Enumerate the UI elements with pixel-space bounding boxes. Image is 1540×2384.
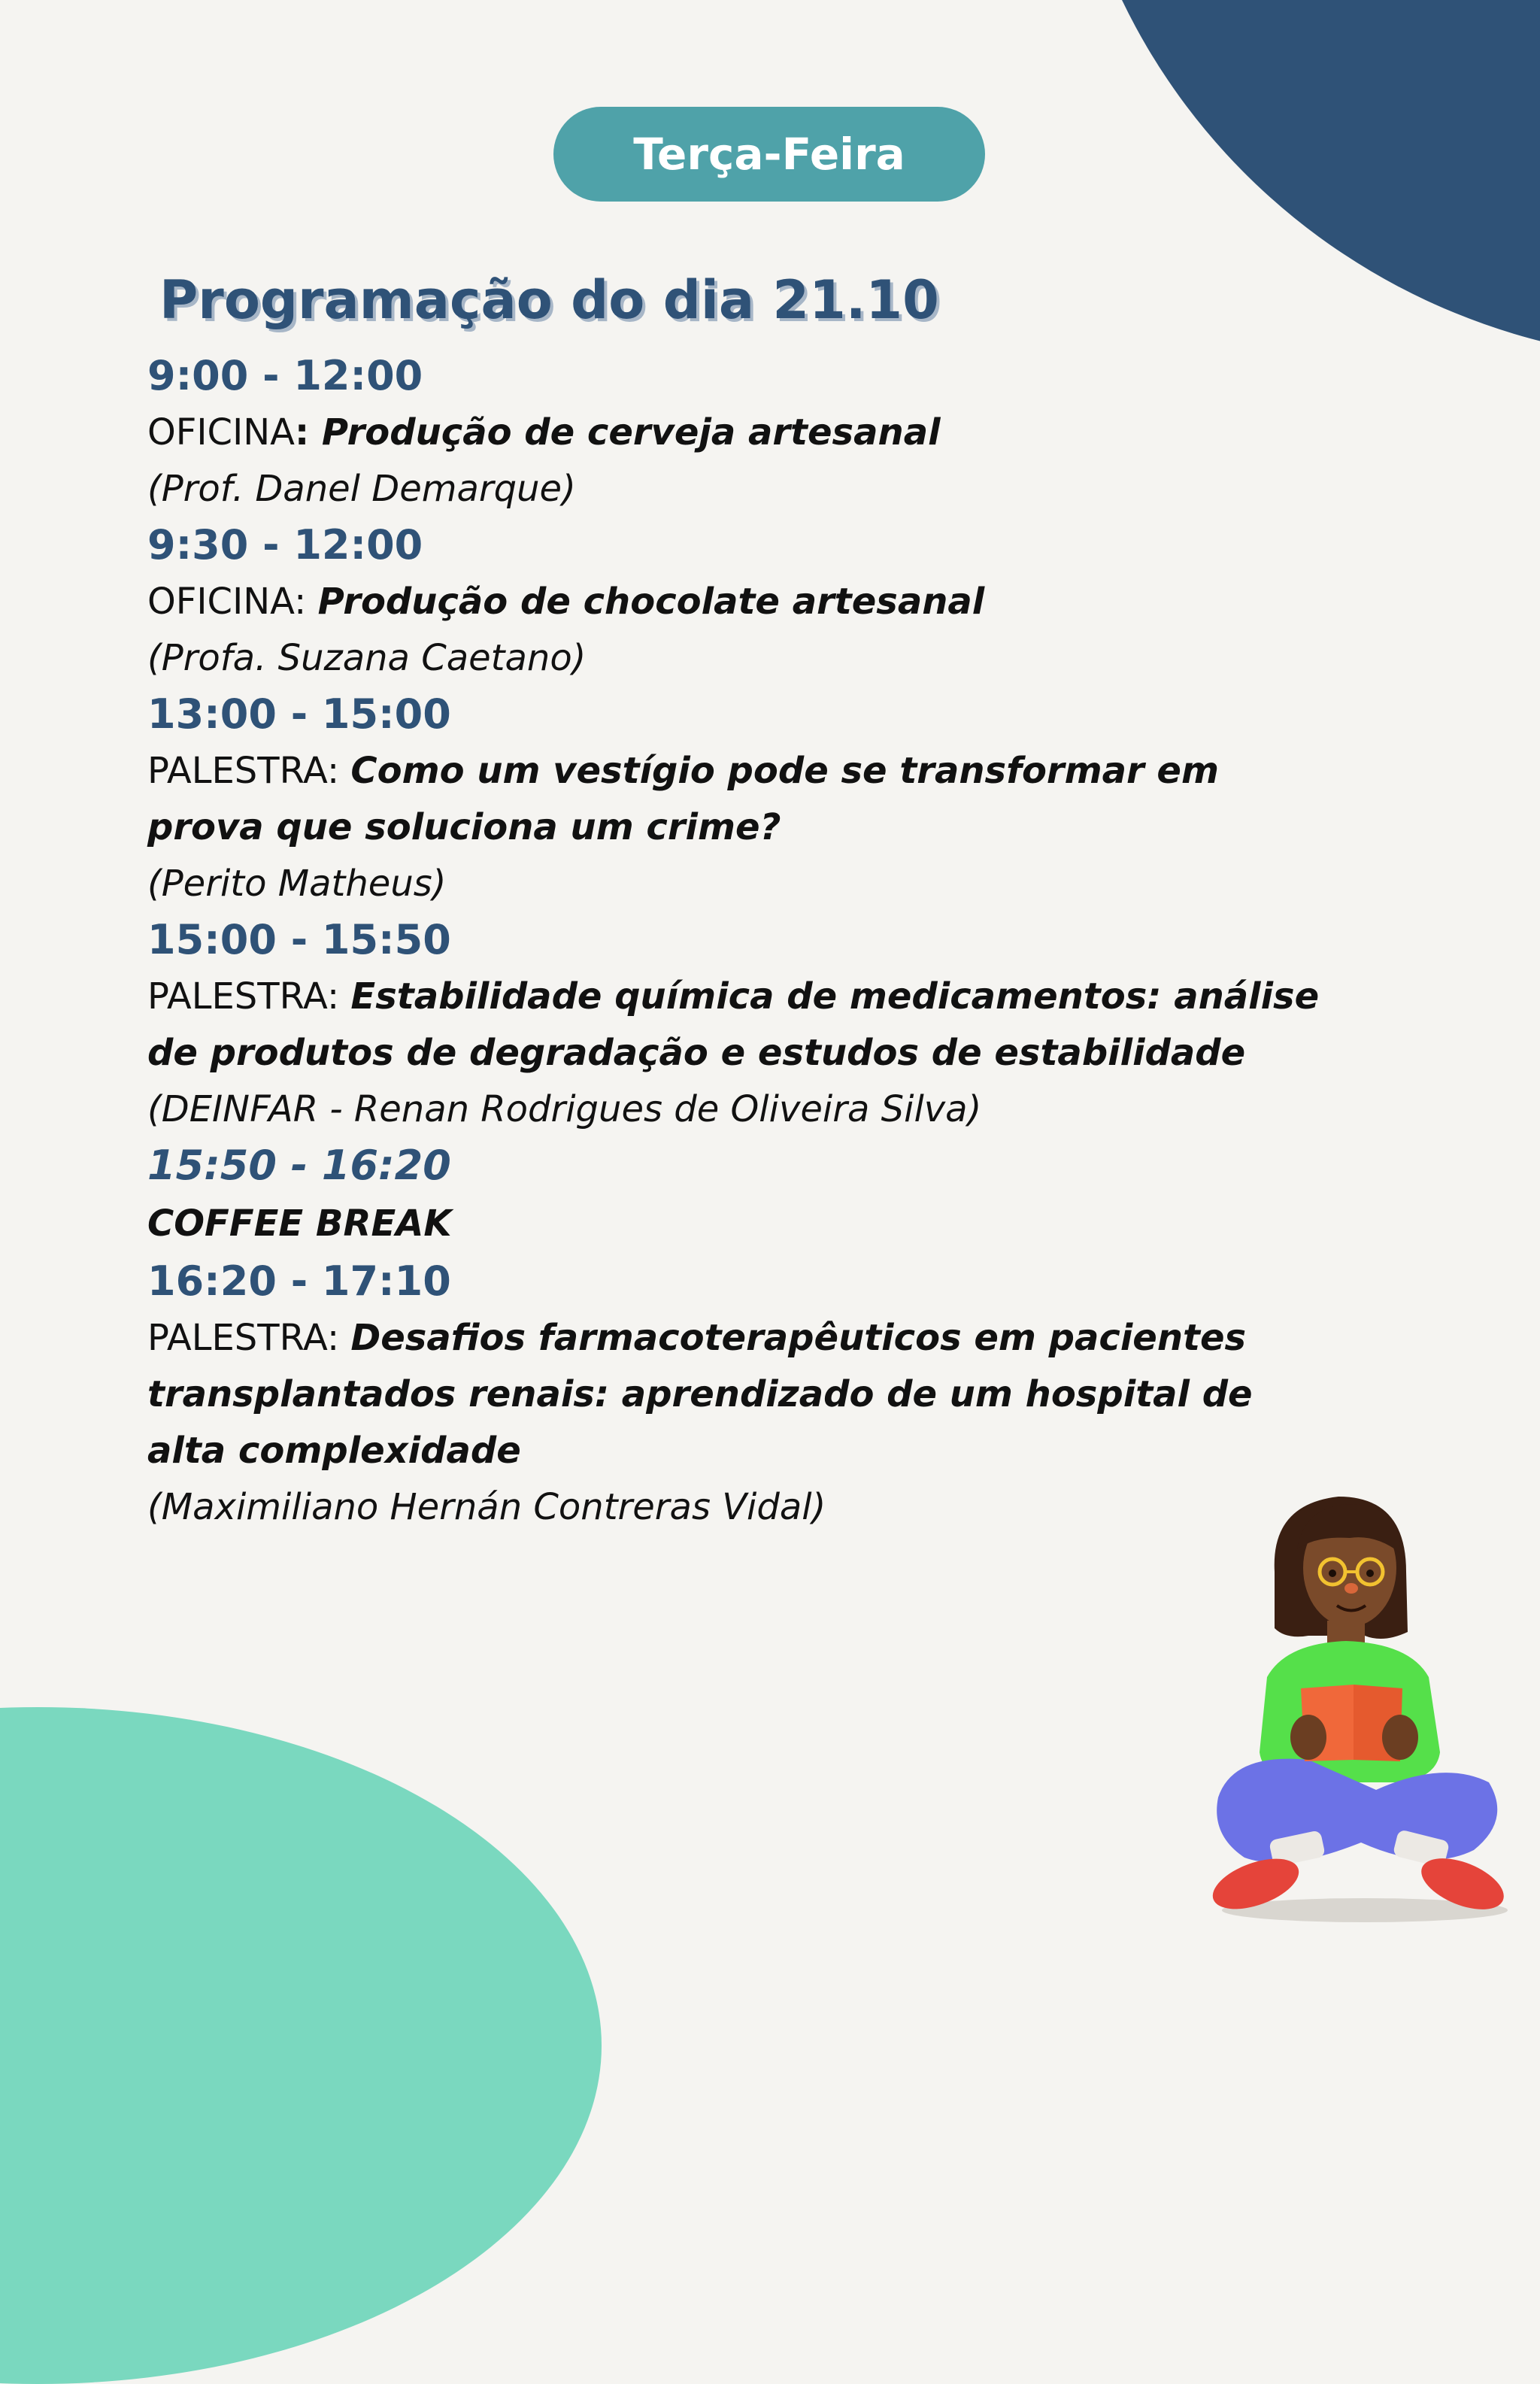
event-type: PALESTRA — [147, 1317, 327, 1359]
event-type: OFICINA — [147, 581, 295, 623]
bottom-left-decorative-blob — [0, 1707, 602, 2384]
schedule-event: PALESTRA: Estabilidade química de medicamentos: análise de produtos de degradação e estudos de estabilidade — [147, 975, 1320, 1074]
event-speaker: (Profa. Suzana Caetano) — [147, 637, 587, 679]
schedule-item — [147, 911, 1320, 1137]
schedule-event: OFICINA: Produção de chocolate artesanal — [147, 581, 985, 623]
person-reading-book-icon — [1203, 1482, 1519, 1925]
coffee-break-label: COFFEE BREAK — [147, 1203, 452, 1245]
day-badge-label: Terça-Feira — [633, 129, 905, 180]
event-title: Como um vestígio pode se transformar em prova que soluciona um crime? — [147, 750, 1219, 848]
event-speaker: (Perito Matheus) — [147, 863, 447, 905]
event-speaker: (Maximiliano Hernán Contreras Vidal) — [147, 1486, 826, 1528]
schedule-time: 15:00 - 15:50 — [147, 916, 451, 963]
schedule-time: 9:30 - 12:00 — [147, 521, 423, 569]
page-title: Programação do dia 21.10 — [159, 269, 939, 331]
schedule-event: PALESTRA: Desafios farmacoterapêuticos em pacientes transplantados renais: aprendizado de um hospital de alta complexidade — [147, 1317, 1253, 1472]
event-type: PALESTRA — [147, 750, 327, 792]
schedule-item — [147, 1253, 1320, 1535]
day-badge — [553, 107, 985, 202]
event-title: Desafios farmacoterapêuticos em pacientes transplantados renais: aprendizado de um hospital de alta complexidade — [147, 1317, 1253, 1472]
schedule-time: 16:20 - 17:10 — [147, 1257, 451, 1305]
event-title: Produção de cerveja artesanal — [321, 411, 941, 453]
event-title: Estabilidade química de medicamentos: análise de produtos de degradação e estudos de estabilidade — [147, 975, 1320, 1074]
event-title: Produção de chocolate artesanal — [317, 581, 985, 623]
top-right-decorative-blob — [1060, 0, 1540, 361]
schedule-time: 13:00 - 15:00 — [147, 690, 451, 738]
event-speaker: (Prof. Danel Demarque) — [147, 468, 576, 510]
schedule-time: 15:50 - 16:20 — [147, 1142, 451, 1189]
event-type: PALESTRA — [147, 975, 327, 1018]
schedule-item — [147, 517, 1320, 686]
event-type: OFICINA — [147, 411, 295, 453]
schedule-item — [147, 1137, 1320, 1253]
schedule-item — [147, 686, 1320, 911]
schedule-event: PALESTRA: Como um vestígio pode se transformar em prova que soluciona um crime? — [147, 750, 1219, 848]
schedule-event: OFICINA: Produção de cerveja artesanal — [147, 411, 941, 453]
schedule-time: 9:00 - 12:00 — [147, 352, 423, 399]
schedule-item — [147, 347, 1320, 517]
schedule-list — [147, 347, 1320, 1535]
event-speaker: (DEINFAR - Renan Rodrigues de Oliveira Silva) — [147, 1088, 982, 1130]
